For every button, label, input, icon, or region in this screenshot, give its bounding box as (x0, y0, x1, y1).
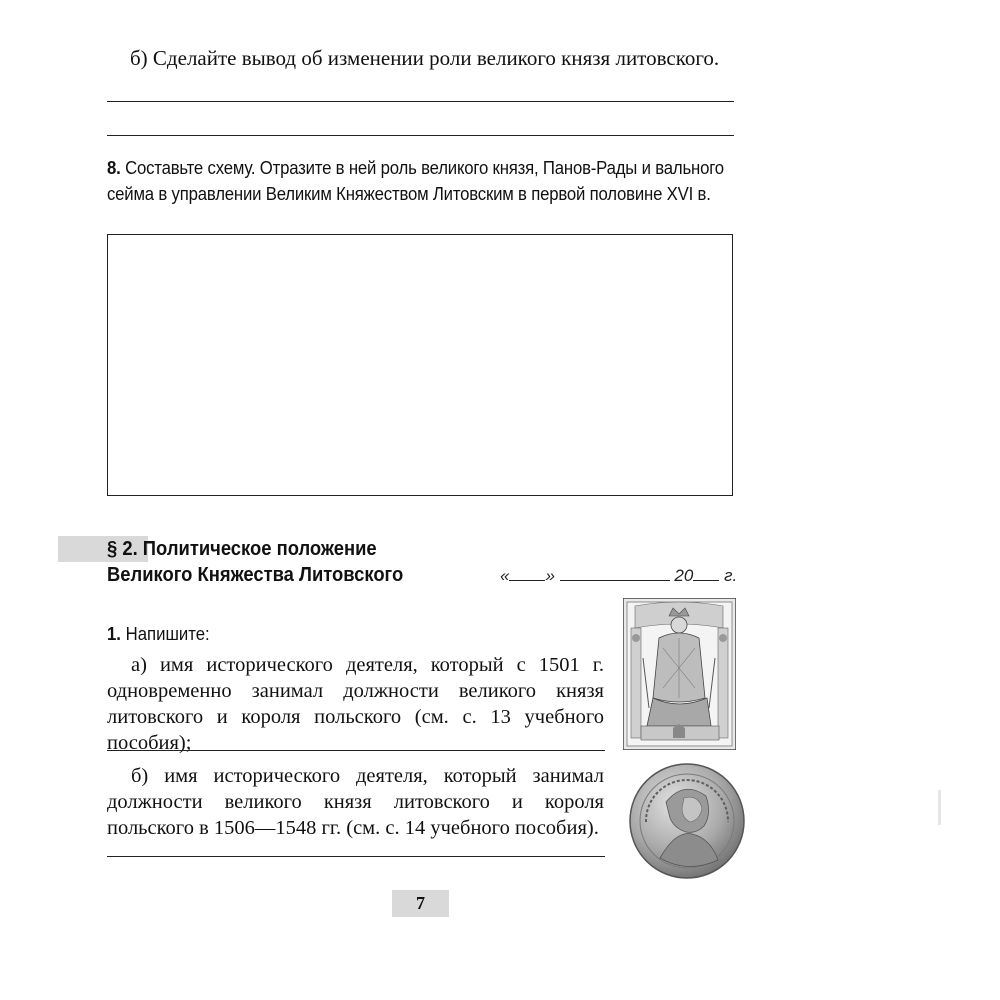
date-close-quote: » (545, 566, 555, 585)
section-title-line1: Политическое положение (142, 538, 377, 560)
date-day-blank[interactable] (509, 566, 545, 581)
task-1-text: Напишите: (125, 624, 210, 644)
answer-line-1[interactable] (107, 101, 734, 102)
scheme-answer-box[interactable] (107, 234, 733, 496)
task-1-label (107, 624, 210, 645)
task-1-item-b: б) имя исторического деятеля, который занимал должности великого князя литовского и короля польского в 1506—1548 гг. (см. с. 14 учебного пособия). (107, 765, 604, 839)
section-number: § 2. (107, 538, 138, 560)
date-open-quote: « (500, 566, 510, 585)
medal-portrait-image (626, 762, 748, 880)
task-1-number: 1. (107, 624, 121, 644)
answer-line-2[interactable] (107, 135, 734, 136)
scan-edge-mark (938, 790, 941, 825)
date-year-blank[interactable] (693, 566, 719, 581)
task-8 (107, 155, 739, 207)
date-year-prefix: 20 (674, 566, 694, 585)
answer-line-a[interactable] (107, 750, 605, 751)
answer-line-b[interactable] (107, 856, 605, 857)
date-field (500, 566, 737, 586)
task-1-item-a: а) имя исторического деятеля, который с 1501 г. одновременно занимал должности великого князя литовского и короля польского (см. с. 13 учебного пособия); (107, 654, 604, 754)
page-number: 7 (416, 893, 425, 913)
item-b-conclusion: б) Сделайте вывод об изменении роли великого князя литовского. (130, 46, 720, 70)
date-suffix: г. (724, 566, 738, 585)
task-8-number: 8. (107, 158, 121, 178)
section-heading (107, 536, 403, 588)
date-month-blank[interactable] (560, 566, 670, 581)
task-8-text: Составьте схему. Отразите в ней роль великого князя, Панов-Рады и вального сейма в управлении Великим Княжеством Литовским в первой половине XVI в. (107, 158, 724, 204)
engraving-king-portrait-image (623, 598, 736, 750)
section-title-line2: Великого Княжества Литовского (107, 564, 404, 586)
